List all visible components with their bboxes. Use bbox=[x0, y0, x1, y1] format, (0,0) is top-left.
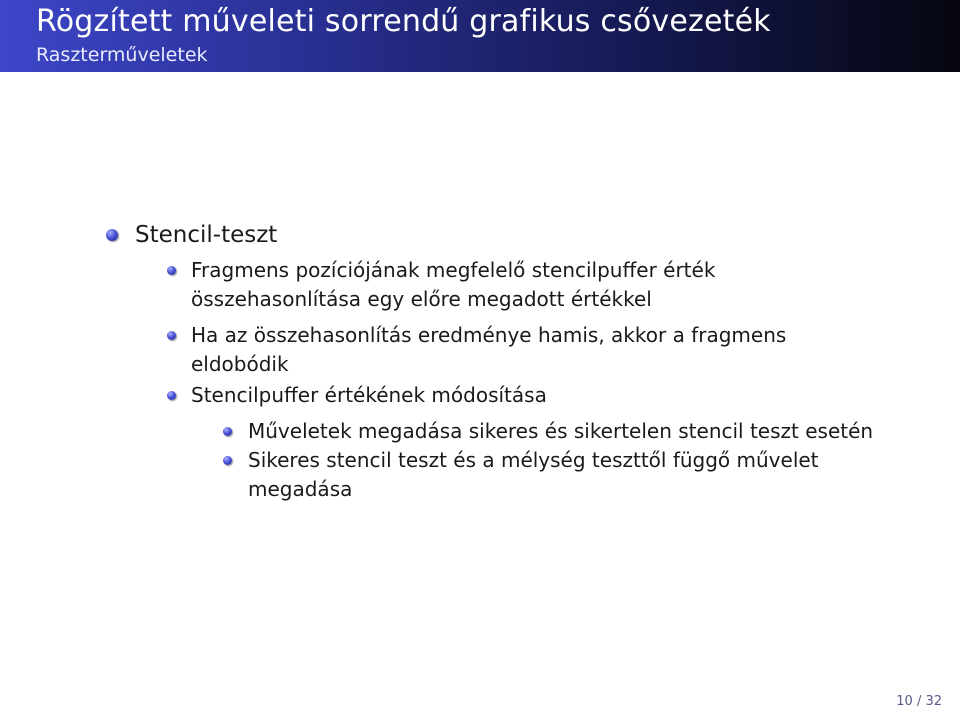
subsubitem-depth-line1: Sikeres stencil teszt és a mélység teszttől függő művelet bbox=[248, 448, 819, 472]
subsubitem-operations: Műveletek megadása sikeres és sikertelen stencil teszt esetén bbox=[248, 419, 874, 443]
slide-header bbox=[0, 0, 960, 72]
subitem-discard-line2: eldobódik bbox=[191, 352, 289, 376]
bullet-icon bbox=[223, 456, 232, 465]
bullet-icon bbox=[167, 331, 176, 340]
subitem-stencil-modify: Stencilpuffer értékének módosítása bbox=[191, 383, 547, 407]
subitem-fragment-compare-line1: Fragmens pozíciójának megfelelő stencilpuffer érték bbox=[191, 258, 716, 282]
item-stencil-test: Stencil-teszt bbox=[135, 222, 278, 248]
bullet-icon bbox=[106, 229, 118, 241]
slide-title: Rögzített műveleti sorrendű grafikus csővezeték bbox=[36, 4, 771, 39]
subitem-fragment-compare-line2: összehasonlítása egy előre megadott értékkel bbox=[191, 287, 652, 311]
bullet-icon bbox=[167, 266, 176, 275]
page-number: 10 / 32 bbox=[896, 694, 942, 709]
subitem-discard-line1: Ha az összehasonlítás eredménye hamis, akkor a fragmens bbox=[191, 323, 787, 347]
slide-subtitle: Raszterműveletek bbox=[36, 44, 208, 66]
bullet-icon bbox=[223, 427, 232, 436]
subsubitem-depth-line2: megadása bbox=[248, 477, 353, 501]
bullet-icon bbox=[167, 391, 176, 400]
